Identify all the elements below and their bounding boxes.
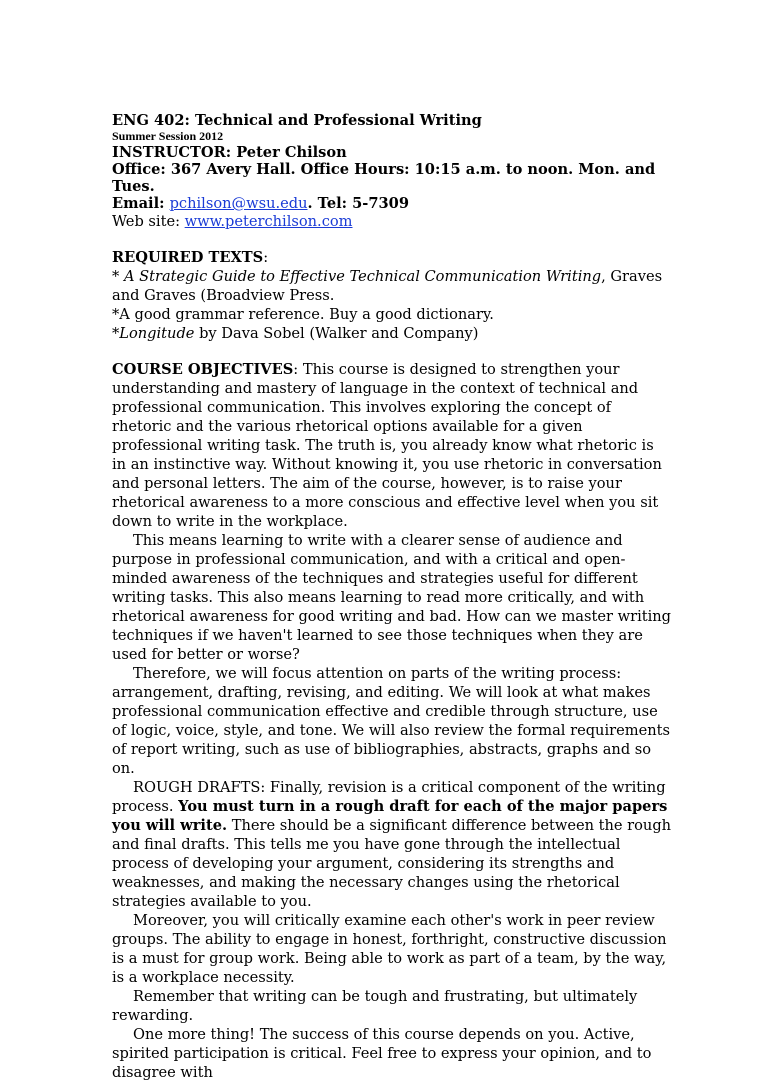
office-line: Office: 367 Avery Hall. Office Hours: 10:15 a.m. to noon. Mon. and Tues. [112, 161, 656, 195]
required-text-item-1: * A Strategic Guide to Effective Technical Communication Writing, Graves and Graves (Broadview Press. [112, 268, 663, 304]
peer-review-paragraph: Moreover, you will critically examine each other's work in peer review groups. The ability to engage in honest, forthright, constructive discussion is a must for group work. Being able to work as part of a team, by the way, is a workplace necessity. [112, 912, 667, 986]
objectives-paragraph-1: COURSE OBJECTIVES: This course is designed to strengthen your understanding and mastery of language in the context of technical and professional communication. This involves exploring the concept of rhetoric and the various rhetorical options available for a given professional writing task. The truth is, you already know what rhetoric is in an instinctive way. Without knowing it, you use rhetoric in conversation and personal letters. The aim of the course, however, is to raise your rhetorical awareness to a more conscious and effective level when you sit down to write in the workplace. [112, 361, 662, 530]
objectives-paragraph-2: This means learning to write with a clearer sense of audience and purpose in professional communication, and with a critical and open-minded awareness of the techniques and strategies useful for different writing tasks. This also means learning to read more critically, and with rhetorical awareness for good writing and bad. How can we master writing techniques if we haven't learned to see those techniques when they are used for better or worse? [112, 532, 672, 663]
participation-paragraph: One more thing! The success of this course depends on you. Active, spirited participation is critical. Feel free to express your opinion, and to disagree with [112, 1026, 652, 1081]
instructor-line: INSTRUCTOR: Peter Chilson [112, 144, 347, 161]
website-link[interactable]: www.peterchilson.com [184, 213, 353, 230]
tel-text: . Tel: 5-7309 [307, 195, 409, 212]
course-title: ENG 402: Technical and Professional Writing [112, 112, 482, 129]
contact-line [112, 195, 672, 212]
required-texts-title: REQUIRED TEXTS [112, 249, 264, 266]
writing-reminder-paragraph: Remember that writing can be tough and frustrating, but ultimately rewarding. [112, 988, 638, 1024]
website-line [112, 212, 672, 231]
required-text-item-2: *A good grammar reference. Buy a good dictionary. [112, 306, 494, 323]
session-label: Summer Session 2012 [112, 129, 224, 143]
required-text-item-3: *Longitude by Dava Sobel (Walker and Company) [112, 325, 479, 342]
rough-draft-requirement: You must turn in a rough draft for each of the major papers you will write. [112, 798, 668, 834]
email-label: Email: [112, 195, 170, 212]
book-title-guide: A Strategic Guide to Effective Technical Communication Writing [123, 268, 602, 285]
required-texts-heading: REQUIRED TEXTS: [112, 249, 269, 266]
objectives-paragraph-3: Therefore, we will focus attention on parts of the writing process: arrangement, drafting, revising, and editing. We will look at what makes professional communication effective and credible through structure, use of logic, voice, style, and tone. We will also review the formal requirements of report writing, such as use of bibliographies, abstracts, graphs and so on. [112, 665, 670, 777]
objectives-heading: COURSE OBJECTIVES [112, 361, 294, 378]
syllabus-page [112, 112, 672, 1082]
book-title-longitude: Longitude [119, 325, 195, 342]
email-link[interactable]: pchilson@wsu.edu [169, 195, 308, 212]
rough-drafts-paragraph: ROUGH DRAFTS: Finally, revision is a critical component of the writing process. You must turn in a rough draft for each of the major papers you will write. There should be a significant difference between the rough and final drafts. This tells me you have gone through the intellectual process of developing your argument, considering its strengths and weaknesses, and making the necessary changes using the rhetorical strategies available to you. [112, 779, 672, 910]
website-label: Web site: [112, 213, 185, 230]
